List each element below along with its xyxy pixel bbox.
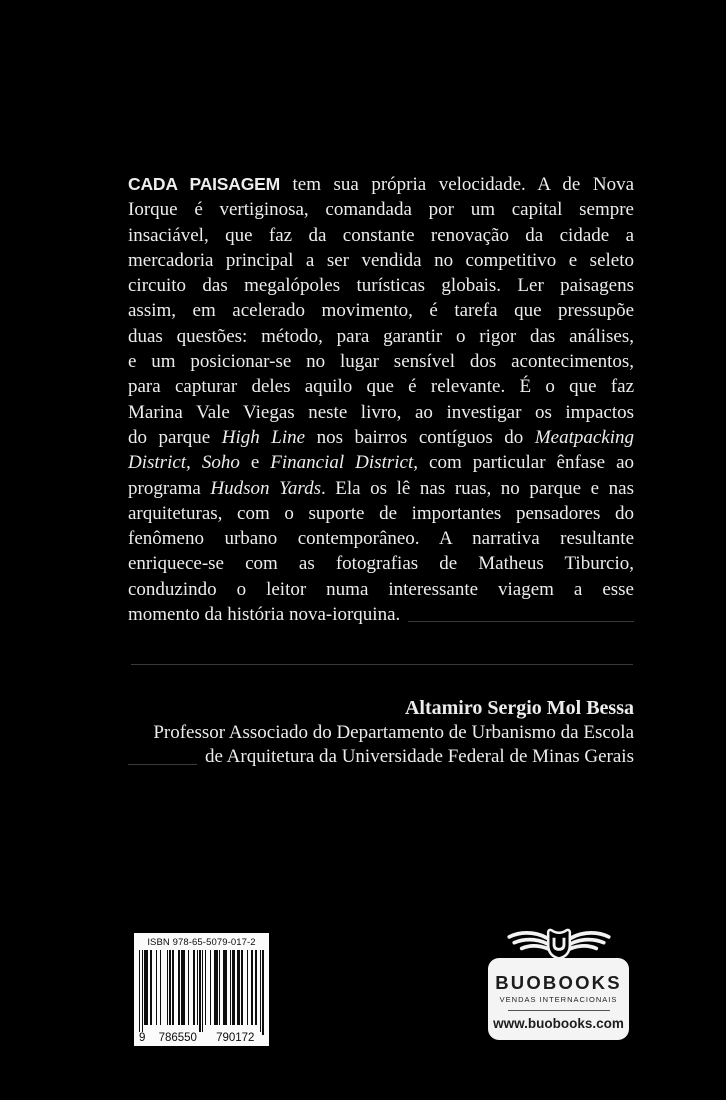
credit-name: Altamiro Sergio Mol Bessa <box>404 697 634 719</box>
synopsis-line <box>128 501 634 526</box>
barcode-digit-lead: 9 <box>139 1032 149 1044</box>
synopsis-line <box>128 349 634 374</box>
synopsis-segment: duas questões: método, para garantir o rigor das análises, <box>128 325 634 347</box>
credit-role-line-1: Professor Associado do Departamento de Urbanismo da Escola <box>153 721 634 743</box>
barcode-bar <box>262 950 263 1035</box>
credit-role-line-2-text: de Arquitetura da Universidade Federal de Minas Gerais <box>205 746 634 767</box>
synopsis-lead-text: CADA PAISAGEM <box>128 174 280 194</box>
synopsis-line <box>128 526 634 551</box>
synopsis-segment: mercadoria principal a ser vendida no competitivo e seleto <box>128 249 634 271</box>
synopsis-text <box>128 172 634 627</box>
trailing-rule <box>408 621 634 622</box>
synopsis-segment: circuito das megalópoles turísticas globais. Ler paisagens <box>128 275 634 297</box>
synopsis-line <box>128 298 634 323</box>
logo-divider-rule <box>508 1010 610 1011</box>
synopsis-segment: fenômeno urbano contemporâneo. A narrativa resultante <box>128 528 634 550</box>
synopsis-segment: Iorque é vertiginosa, comandada por um capital sempre <box>128 199 634 221</box>
synopsis-segment: nos bairros contíguos do <box>305 426 535 448</box>
synopsis-segment: District, Soho <box>128 452 240 474</box>
synopsis-line <box>128 273 634 298</box>
synopsis-line <box>128 374 634 399</box>
synopsis-line <box>128 551 634 576</box>
publisher-tagline: VENDAS INTERNACIONAIS <box>499 995 618 1004</box>
synopsis-segment: e <box>239 452 271 474</box>
barcode-bars <box>139 950 264 1035</box>
synopsis-segment: . Ela os lê nas ruas, no parque e nas <box>320 477 634 499</box>
synopsis-line <box>128 324 634 349</box>
synopsis-segment: High Line <box>221 426 306 448</box>
barcode-digits <box>139 1032 264 1044</box>
synopsis-line <box>128 476 634 501</box>
synopsis-segment: conduzindo o leitor numa interessante viagem a esse <box>128 578 634 600</box>
barcode-digit-group-2: 790172 <box>209 1032 263 1044</box>
synopsis-segment: tem sua própria velocidade. A de Nova <box>279 174 635 195</box>
synopsis-line <box>128 602 634 627</box>
synopsis-segment: e um posicionar-se no lugar sensível dos acontecimentos, <box>128 351 634 373</box>
divider-rule <box>131 664 633 665</box>
barcode-digit-group-1: 786550 <box>151 1032 205 1044</box>
synopsis-line <box>128 172 634 197</box>
synopsis-segment: Financial District <box>270 452 414 474</box>
synopsis-segment: arquiteturas, com o suporte de importantes pensadores do <box>128 502 634 524</box>
synopsis-segment: programa <box>128 477 211 499</box>
credit-role-line-2 <box>128 745 634 770</box>
synopsis-segment: para capturar deles aquilo que é relevante. É o que faz <box>128 376 634 398</box>
synopsis-segment: insaciável, que faz da constante renovação da cidade a <box>128 224 634 246</box>
isbn-label: ISBN 978-65-5079-017-2 <box>147 937 256 948</box>
publisher-logo-box <box>488 958 629 1040</box>
synopsis-segment: do parque <box>128 426 222 448</box>
synopsis-line <box>128 197 634 222</box>
synopsis-segment: Meatpacking <box>534 426 634 448</box>
publisher-name: BUOBOOKS <box>495 972 622 993</box>
synopsis-segment: Hudson Yards <box>210 477 321 499</box>
synopsis-segment: momento da história nova-iorquina. <box>128 604 401 626</box>
synopsis-segment: Marina Vale Viegas neste livro, ao investigar os impactos <box>128 401 634 423</box>
publisher-logo <box>488 924 629 1040</box>
synopsis-line <box>128 223 634 248</box>
synopsis-segment: assim, em acelerado movimento, é tarefa que pressupõe <box>128 300 634 322</box>
synopsis-line <box>128 425 634 450</box>
synopsis-line <box>128 248 634 273</box>
leader-rule <box>128 764 197 765</box>
synopsis-segment: enriquece-se com as fotografias de Matheus Tiburcio, <box>128 553 634 575</box>
synopsis-segment: , com particular ênfase ao <box>413 452 635 474</box>
isbn-barcode <box>134 933 269 1046</box>
endorsement-credit <box>128 696 634 770</box>
publisher-website: www.buobooks.com <box>493 1016 624 1031</box>
synopsis-line <box>128 450 634 475</box>
owl-wings-icon <box>501 924 617 968</box>
synopsis-line <box>128 577 634 602</box>
synopsis-line <box>128 400 634 425</box>
